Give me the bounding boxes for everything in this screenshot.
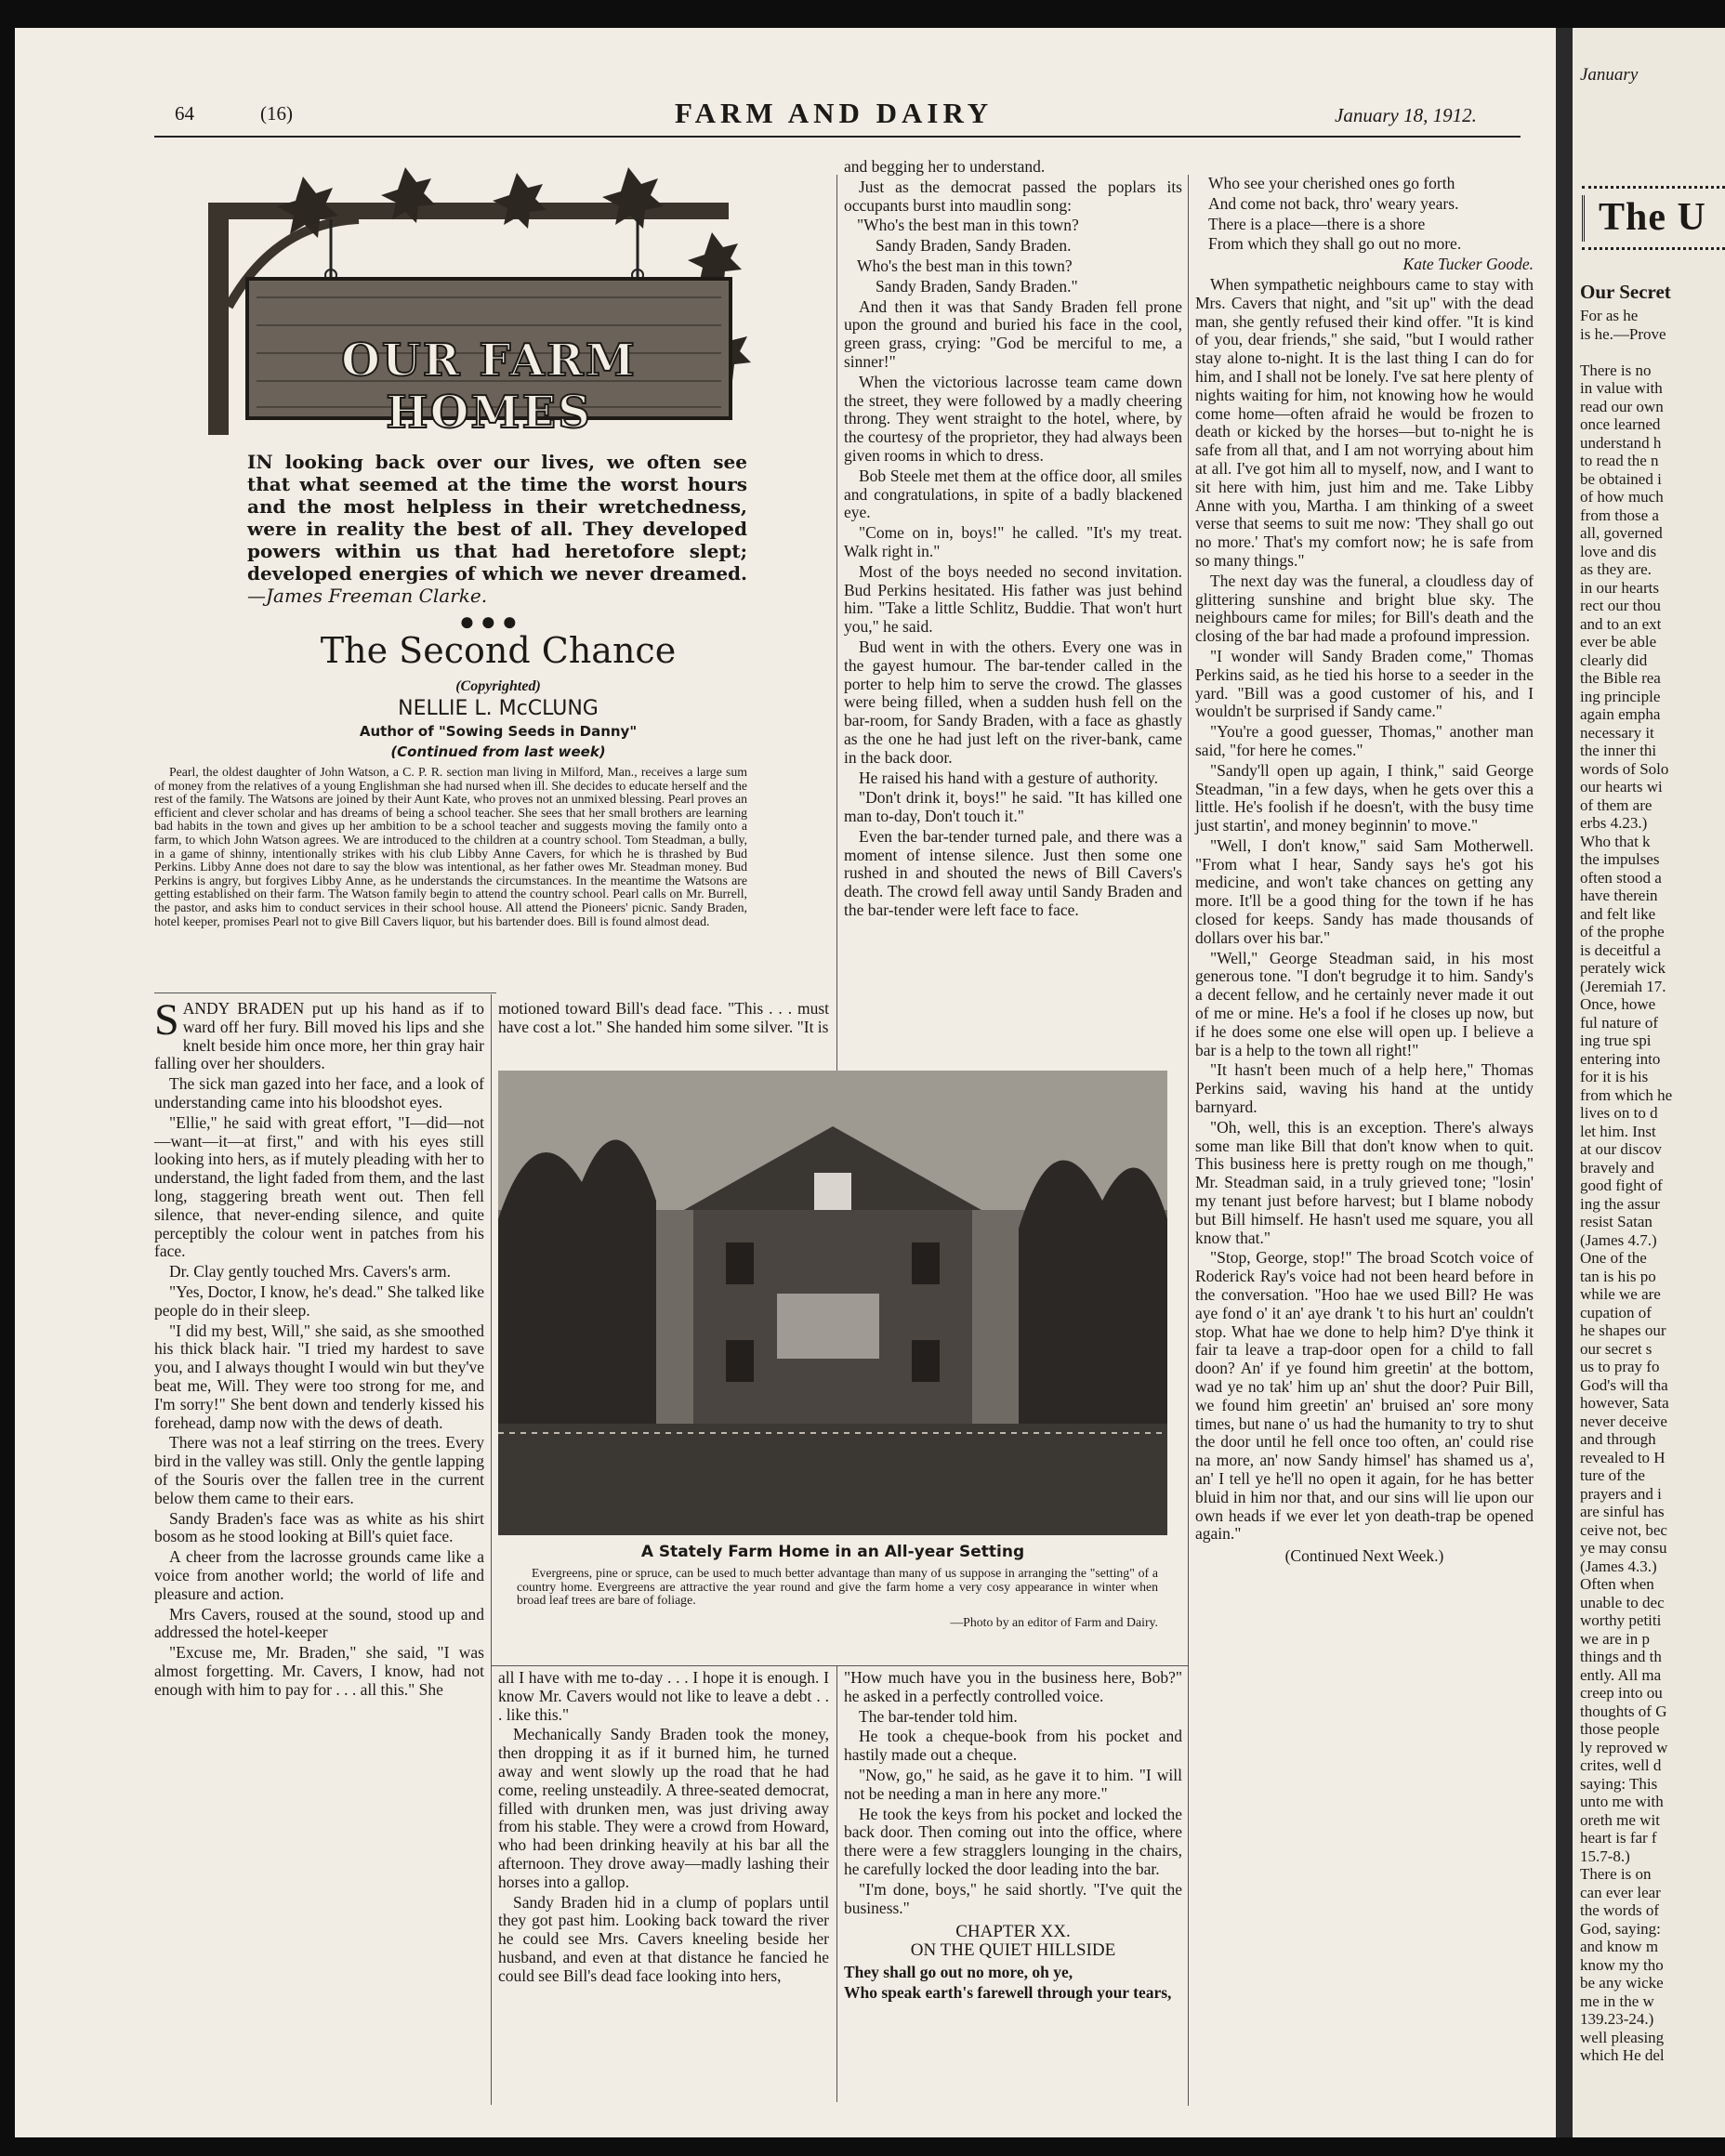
facing-page-line: ently. All ma — [1580, 1665, 1662, 1684]
facing-page-heading: The U — [1599, 196, 1706, 239]
facing-page-line: from those a — [1580, 506, 1659, 524]
col2-paragraph: Mechanically Sandy Braden took the money, then dropping it as if it burned him, he turned away and went slowly up the road that he had come, reeling unsteadily. A three-seated democrat, filled with drunken men, was just driving away from his stable. They were a crowd from Howard, who had been drinking heavily at his bar all the afternoon. They drove away—madly lashing their horses into a gallop. — [498, 1725, 829, 1891]
farm-home-photo — [498, 1071, 1167, 1535]
facing-page-line: the inner thi — [1580, 742, 1657, 759]
column-1 — [154, 995, 484, 1701]
facing-page-line: saying: This — [1580, 1774, 1658, 1793]
facing-page-line: ful nature of — [1580, 1013, 1659, 1032]
photo-description: Evergreens, pine or spruce, can be used to much better advantage than many of us suppose in arranging the "setting" of a country home. Evergreens are attractive the year round and give the farm home a very cosy appearance in winter when broad leaf trees are bare of foliage. — [517, 1566, 1158, 1608]
facing-page-line: understand h — [1580, 433, 1662, 452]
facing-page-line: while we are — [1580, 1285, 1661, 1303]
facing-page-line: unable to dec — [1580, 1593, 1665, 1611]
facing-page-line: the Bible rea — [1580, 669, 1661, 687]
col4-paragraph: "It hasn't been much of a help here," Thomas Perkins said, waving his hand at the untidy barnyard. — [1195, 1060, 1534, 1117]
facing-page-line: There is on — [1580, 1865, 1652, 1883]
column-4 — [1195, 175, 1534, 1568]
col3-paragraph: "Now, go," he said, as he gave it to him. "I will not be needing a man in here any more." — [844, 1765, 1182, 1803]
facing-page-line: (Jeremiah 17. — [1580, 977, 1666, 995]
poem-signature: Kate Tucker Goode. — [1402, 255, 1534, 274]
col3-paragraph: and begging her to understand. — [844, 157, 1046, 176]
col1-paragraph: Dr. Clay gently touched Mrs. Cavers's arm. — [169, 1262, 452, 1282]
facing-page-line: of how much — [1580, 488, 1664, 506]
facing-page-line: he shapes our — [1580, 1321, 1666, 1339]
facing-page-line: have therein — [1580, 887, 1658, 904]
facing-page-line: our secret s — [1580, 1339, 1653, 1358]
column-2-top — [498, 1000, 829, 1039]
col4-paragraph: The next day was the funeral, a cloudless day of glittering sunshine and bright blue sky. The neighbours came for miles; for Bill's death and the closing of the bar had made a profound impression. — [1195, 571, 1534, 646]
facing-page-line: entering into — [1580, 1049, 1661, 1068]
poem-line: There is a place—there is a shore — [1208, 214, 1426, 233]
facing-page-line: prayers and i — [1580, 1484, 1662, 1503]
facing-page-heading-border-bottom — [1582, 247, 1725, 256]
facing-page-line: There is no — [1580, 361, 1652, 379]
photo-credit: —Photo by an editor of Farm and Dairy. — [950, 1615, 1158, 1629]
banner-sign-text: OUR FARM HOMES — [341, 335, 637, 439]
decorative-bullets: ●●● — [459, 608, 523, 637]
facing-page-line: clearly did — [1580, 651, 1648, 669]
facing-page-line: and to an ext — [1580, 614, 1662, 633]
facing-page-line: in value with — [1580, 379, 1663, 397]
col4-paragraph: "Oh, well, this is an exception. There's always some man like Bill that don't know when to quit. This business here is pretty rough on me though," Mr. Steadman said, in a truly grieved tone; "losin' my tenant just before harvest; but I blame nobody but Bill himself. He hasn't used me square, you all know that." — [1195, 1117, 1534, 1247]
column-rule-3 — [1188, 175, 1189, 2106]
col2-paragraph: all I have with me to-day . . . I hope it is enough. I know Mr. Cavers would not like to leave a debt . . . like this." — [498, 1668, 829, 1724]
col4-paragraph: When sympathetic neighbours came to stay with Mrs. Cavers that night, and "sit up" with the dead man, she gently refused their kind offer. "It is kind of you, dear friends," she said, "but I would rather stay alone to-night. It is the last thing I can do for him, and I shall not be lonely. I've sat here plenty of nights waiting for him, not knowing how he would come home—often afraid he would be frozen to death or kicked by the horses—but to-night he is safe from all that, and I am not worrying about him at all. I've got him all to myself, now, and I want to sit here with him, just him and me. Take Libby Anne with you, Martha. I am thinking of a sweet verse that seems to suit me now: 'They shall go out no more.' That's my comfort now; he is safe from so many things." — [1195, 274, 1534, 570]
song-line: Who's the best man in this town? — [857, 256, 1073, 275]
drop-cap: S — [154, 995, 179, 1045]
facing-page-line: know my tho — [1580, 1955, 1664, 1974]
photo-bottom-rule — [491, 1665, 1188, 1666]
epigraph-quote — [247, 451, 747, 607]
facing-page-line: things and th — [1580, 1648, 1662, 1665]
col1-paragraph: There was not a leaf stirring on the trees. Every bird in the valley was still. Only the gentle lapping of the Souris over the fallen tree in the current below them came to their ears. — [154, 1433, 484, 1507]
facing-page-line: the impulses — [1580, 850, 1660, 868]
facing-page-line: once learned — [1580, 415, 1661, 433]
facing-page-line: unto me with — [1580, 1793, 1664, 1810]
facing-page-line: and felt like — [1580, 904, 1656, 923]
epigraph-attribution: —James Freeman Clarke. — [247, 585, 488, 607]
continued-note: (Continued from last week) — [390, 743, 606, 760]
facing-page-text — [1580, 307, 1725, 2065]
facing-page-line: often stood a — [1580, 868, 1662, 887]
facing-page-line: ing principle — [1580, 687, 1661, 705]
column-2-bottom — [498, 1669, 829, 1988]
col1-paragraph: "Ellie," he said with great effort, "I—did—not—want—it—at first," and with his eyes still looking into hers, as if mutely pleading with her to understand, the light faded from them, and the last long, staggering breath went out. Then fell silence, that never-ending silence, and quite perceptibly the colour went in patches from his face. — [154, 1112, 484, 1261]
col3-paragraph: "Come on in, boys!" he called. "It's my treat. Walk right in." — [844, 523, 1182, 560]
facing-page-line: the words of — [1580, 1901, 1659, 1919]
col1-first-text: ANDY BRADEN put up his hand as if to ward off her fury. Bill moved his lips and she knelt beside him once more, her thin gray hair falling over her shoulders. — [154, 999, 484, 1073]
facing-page-line: be any wicke — [1580, 1974, 1664, 1992]
col3-paragraph: "How much have you in the business here, Bob?" he asked in a perfectly controlled voice. — [844, 1668, 1182, 1705]
col3-paragraph: Just as the democrat passed the poplars its occupants burst into maudlin song: — [844, 177, 1182, 215]
facing-page-line: me in the w — [1580, 1992, 1654, 2010]
col3-paragraph: The bar-tender told him. — [859, 1706, 1018, 1726]
col3-paragraph: When the victorious lacrosse team came down the street, they were followed by a madly cheering throng. They went straight to the hotel, where, by the courtesy of the proprietor, they had always been given rooms in which to dress. — [844, 372, 1182, 465]
facing-page-line: in our hearts — [1580, 578, 1659, 597]
chapter-number: CHAPTER XX. — [955, 1922, 1071, 1942]
facing-page-line: love and dis — [1580, 542, 1657, 560]
poem-line: Who see your cherished ones go forth — [1208, 174, 1455, 192]
col4-paragraph: "Well, I don't know," said Sam Motherwell. "From what I hear, Sandy says he's got his medicine, and won't take chances on getting any more. It'll be a good thing for the town if he has closed for keeps. Sandy has made thousands of dollars over his bar." — [1195, 835, 1534, 947]
facing-page-line: words of Solo — [1580, 759, 1669, 778]
facing-page-line: are sinful has — [1580, 1503, 1665, 1520]
facing-page-line: rect our thou — [1580, 597, 1661, 614]
facing-page-line: ly reproved w — [1580, 1738, 1668, 1756]
issue-date: January 18, 1912. — [1335, 104, 1477, 126]
column-3-top — [844, 158, 1182, 922]
facing-page-line: 15.7-8.) — [1580, 1847, 1630, 1865]
col3-paragraph: Most of the boys needed no second invitation. Bud Perkins hesitated. His father was just behind him. "Take a little Schlitz, Buddie. That won't hurt you," he said. — [844, 561, 1182, 637]
facing-page-line: 139.23-24.) — [1580, 2010, 1654, 2028]
col1-paragraph: "Yes, Doctor, I know, he's dead." She talked like people do in their sleep. — [154, 1282, 484, 1320]
author-credit: Author of "Sowing Seeds in Danny" — [359, 723, 638, 740]
facing-page-line: (James 4.7.) — [1580, 1230, 1657, 1249]
header-rule — [154, 136, 1521, 138]
facing-page-line: again empha — [1580, 705, 1661, 723]
facing-page-line: at our discov — [1580, 1140, 1662, 1158]
col4-paragraph: "Stop, George, stop!" The broad Scotch voice of Roderick Ray's voice had not been heard before in the conversation. "Hoo hae we used Bill? He was aye fond o' it an' aye drank 't to his hurt an' couldn't stop. What hae we done to help him? D'ye think it fair ta leave a trap-door open for a child to fall doon? An' if ye found him greetin' at the bottom, wad ye no tak' him up an' shut the door? Puir Bill, we found him greetin' an' bruised an' sore mony times, but nane o' us had the humanity to try to shut the door until he fell once too often, an' could rise na more, an' now Sandy himsel' has shamed us a', an' I tell ye he'll no open it again, for he has better bluid in him nor that, and our sins will lie upon our own heads if we ever let yon death-trap be opened again." — [1195, 1248, 1534, 1544]
col1-paragraph: Mrs Cavers, roused at the sound, stood up and addressed the hotel-keeper — [154, 1604, 484, 1642]
facing-page-line: necessary it — [1580, 723, 1654, 742]
facing-page-line: Once, howe — [1580, 995, 1656, 1013]
facing-page-line: can ever lear — [1580, 1883, 1661, 1901]
facing-page-line: ye may consu — [1580, 1539, 1667, 1557]
facing-page-line: cupation of — [1580, 1303, 1652, 1321]
facing-page-line: let him. Inst — [1580, 1122, 1656, 1140]
column-rule-1 — [491, 994, 492, 2105]
facing-page-line: of the prophe — [1580, 923, 1665, 940]
facing-page-line: for it is his — [1580, 1068, 1649, 1085]
facing-page — [1573, 28, 1725, 2137]
facing-page-line: we are in p — [1580, 1629, 1651, 1648]
facing-page-line — [1580, 343, 1725, 362]
col1-paragraph: "Excuse me, Mr. Braden," she said, "I was almost forgetting. Mr. Cavers, I know, had not enough with him to pay for . . . all this." She — [154, 1643, 484, 1699]
facing-page-line: and know m — [1580, 1938, 1659, 1955]
col3-paragraph: He took a cheque-book from his pocket and hastily made out a cheque. — [844, 1727, 1182, 1765]
copyright-note: (Copyrighted) — [455, 678, 541, 694]
page-gutter — [1556, 28, 1573, 2137]
col3-paragraph: Even the bar-tender turned pale, and there was a moment of intense silence. Just then some one rushed in and shouted the news of Bill Cavers's death. The crowd fell away until Sandy Braden and the bar-tender were left face to face. — [844, 826, 1182, 920]
col3-paragraph: "I'm done, boys," he said shortly. "I've quit the business." — [844, 1879, 1182, 1917]
facing-page-line: is deceitful a — [1580, 940, 1661, 959]
facing-page-line: ever be able — [1580, 633, 1657, 651]
epigraph-text: IN looking back over our lives, we often see that what seemed at the time the worst hours and the most helpless in their wretchedness, were in reality the best of all. They developed powers within us that had heretofore slept; developed energies of which we never dreamed. — [247, 451, 747, 585]
facing-page-line: creep into ou — [1580, 1684, 1663, 1702]
facing-page-line: erbs 4.23.) — [1580, 814, 1648, 832]
facing-page-line: lives on to d — [1580, 1104, 1658, 1122]
facing-page-line: which He del — [1580, 2046, 1665, 2064]
house-photo-illustration — [498, 1071, 1167, 1535]
facing-page-line: ceive not, bec — [1580, 1520, 1667, 1539]
facing-page-line: God, saying: — [1580, 1919, 1661, 1938]
col2-paragraph: motioned toward Bill's dead face. "This . . . must have cost a lot." She handed him some silver. "It is — [498, 999, 829, 1036]
story-synopsis: Pearl, the oldest daughter of John Watson, a C. P. R. section man living in Milford, Man., receives a large sum of money from the relatives of a young Englishman she had nursed when ill. She decides to educate herself and the rest of the family. The Watsons are joined by their Aunt Kate, who proves not an unmixed blessing. Pearl proves an efficient and clever scholar and has dreams of being a school teacher. She sees that her small brothers are learning bad habits in the town and gives up her ambition to be a school teacher and suggests moving the family onto a farm, to which John Watson agrees. We are introduced to the children at a country school. Tom Steadman, a bully, in a game of shinny, intentionally strikes with his club Libby Anne Cavers, for which he is thrashed by Bud Perkins. Libby Anne does not dare to say the blow was intentional, as her father owes Mr. Steadman money. Bud Perkins is angry, but forgives Libby Anne, as he understands the circumstances. In the meantime the Watsons are getting established on their farm. The Watson family begin to attend the country school. Pearl calls on Mr. Burrell, the pastor, and asks him to conduct services in their school house. All attend the Pioneers' picnic. Sandy Braden, hotel keeper, promises Pearl not to give Bill Cavers liquor, but his bartender does. Bill is found almost dead. — [154, 765, 747, 928]
facing-page-line: of them are — [1580, 795, 1653, 814]
col3-paragraph: He took the keys from his pocket and locked the back door. Then coming out into the office, where there were a few stragglers lounging in the chairs, he carefully locked the door leading into the bar. — [844, 1804, 1182, 1878]
facing-page-line: all, governed — [1580, 524, 1663, 542]
story-title: The Second Chance — [320, 630, 677, 671]
facing-page-line: however, Sata — [1580, 1394, 1669, 1412]
col3-paragraph: Bob Steele met them at the office door, all smiles and congratulations, in spite of a badly blackened eye. — [844, 466, 1182, 522]
facing-page-line: Often when — [1580, 1575, 1654, 1593]
facing-page-line: ing the assur — [1580, 1194, 1660, 1213]
facing-page-line: For as he — [1580, 307, 1639, 324]
col3-paragraph: "Don't drink it, boys!" he said. "It has killed one man to-day, Don't touch it." — [844, 788, 1182, 826]
facing-page-line: to read the n — [1580, 452, 1659, 469]
column-3-bottom — [844, 1669, 1182, 2005]
facing-page-line: ing true spi — [1580, 1032, 1652, 1049]
facing-page-line: revealed to H — [1580, 1448, 1666, 1466]
facing-page-line: (James 4.3.) — [1580, 1557, 1657, 1575]
col3-paragraph: And then it was that Sandy Braden fell prone upon the ground and buried his face in the cool, green grass, crying: "God be merciful to me, a sinner!" — [844, 296, 1182, 371]
chapter-title: ON THE QUIET HILLSIDE — [910, 1940, 1116, 1961]
song-line: Sandy Braden, Sandy Braden. — [876, 236, 1072, 256]
story-author: NELLIE L. McCLUNG — [398, 697, 599, 720]
col1-paragraph: The sick man gazed into her face, and a look of understanding came into his bloodshot eyes. — [154, 1074, 484, 1111]
facing-page-line: God's will tha — [1580, 1375, 1668, 1394]
col1-paragraph: "I did my best, Will," she said, as she smoothed his thick black hair. "I tried my hardest to save you, and I always thought I would win but they've beat me, Will. They were too strong for me, and I'm sorry!" She bent down and tenderly kissed his forehead, damp now with the dews of death. — [154, 1321, 484, 1432]
facing-page-line: those people — [1580, 1720, 1660, 1738]
chapter-verse-line: They shall go out no more, oh ye, — [844, 1962, 1073, 1981]
facing-page-line: never deceive — [1580, 1412, 1667, 1430]
facing-page-line: well pleasing — [1580, 2028, 1665, 2046]
facing-page-line: good fight of — [1580, 1177, 1663, 1194]
facing-page-line: oreth me wit — [1580, 1810, 1660, 1829]
facing-page-line: resist Satan — [1580, 1213, 1653, 1230]
col4-paragraph: "Sandy'll open up again, I think," said George Steadman, "in a few days, when he gets over this a little. He's foolish if he doesn't, with the busy time just startin', and money beginnin' to move." — [1195, 760, 1534, 835]
song-line: "Who's the best man in this town? — [857, 216, 1079, 235]
photo-caption: A Stately Farm Home in an All-year Setting — [640, 1543, 1025, 1561]
facing-page-line: thoughts of G — [1580, 1702, 1667, 1720]
facing-page-line: crites, well d — [1580, 1756, 1662, 1774]
facing-page-line: perately wick — [1580, 959, 1666, 977]
song-line: Sandy Braden, Sandy Braden." — [876, 276, 1078, 296]
facing-page-line: worthy petiti — [1580, 1611, 1662, 1629]
facing-page-line: us to pray fo — [1580, 1358, 1660, 1375]
facing-page-heading-border — [1582, 186, 1725, 194]
facing-page-line: One of the — [1580, 1249, 1647, 1267]
facing-page-running-head: January — [1580, 65, 1639, 85]
facing-page-line: as they are. — [1580, 560, 1652, 578]
facing-page-subheading: Our Secret — [1580, 281, 1671, 303]
continued-next-week: (Continued Next Week.) — [1284, 1546, 1444, 1566]
section-number: (16) — [260, 102, 293, 125]
facing-page-line: heart is far f — [1580, 1829, 1657, 1847]
col4-paragraph: "I wonder will Sandy Braden come," Thomas Perkins said, as he tied his horse to a seeder in the yard. "Bill was a good customer of his, and I wouldn't be surprised if Sandy came." — [1195, 646, 1534, 721]
col4-paragraph: "You're a good guesser, Thomas," another man said, "for here he comes." — [1195, 722, 1534, 759]
facing-page-line: ture of the — [1580, 1466, 1645, 1484]
col1-paragraph: A cheer from the lacrosse grounds came like a voice from another world; the world of life and pleasure and action. — [154, 1547, 484, 1603]
page-number: 64 — [175, 102, 194, 125]
facing-page-line: read our own — [1580, 397, 1664, 415]
facing-page-line: bravely and — [1580, 1158, 1654, 1177]
facing-page-line: is he.—Prove — [1580, 324, 1666, 343]
column-rule-2b — [836, 1665, 837, 2102]
col1-first-paragraph — [154, 995, 484, 1073]
facing-page-line: our hearts wi — [1580, 778, 1663, 795]
newspaper-page — [15, 28, 1556, 2137]
col1-paragraph: Sandy Braden's face was as white as his shirt bosom as he stood looking at Bill's quiet face. — [154, 1508, 484, 1546]
facing-page-line: be obtained i — [1580, 469, 1662, 488]
facing-page-line: Who that k — [1580, 832, 1651, 850]
col3-paragraph: Bud went in with the others. Every one was in the gayest humour. The bar-tender called in the porter to help him to serve the crowd. The glasses were being filled, when a sudden hush fell on the bar-room, for Sandy Braden, with a face as ghastly as the one he had just left on the river-bank, came in the back door. — [844, 637, 1182, 767]
chapter-verse-line: Who speak earth's farewell through your tears, — [844, 1982, 1172, 2002]
facing-page-line: from which he — [1580, 1085, 1673, 1104]
col3-paragraph: He raised his hand with a gesture of authority. — [859, 768, 1159, 787]
col4-paragraph: "Well," George Steadman said, in his most generous tone. "I don't begrudge it to him. Sandy's a decent fellow, and he certainly never made it out of me or mine. He's a fool if he closes up now, but if he does some one else will open up. I believe a bar is a help to the town all right!" — [1195, 948, 1534, 1059]
facing-page-line: and through — [1580, 1430, 1656, 1448]
poem-line: From which they shall go out no more. — [1208, 234, 1462, 254]
col2-paragraph: Sandy Braden hid in a clump of poplars until they got past him. Looking back toward the river he could see Mrs. Cavers kneeling beside her husband, and even at that distance he fancied he could see Bill's dead face looking into hers, — [498, 1892, 829, 1985]
poem-line: And come not back, thro' weary years. — [1208, 193, 1459, 213]
facing-page-line: tan is his po — [1580, 1267, 1656, 1285]
publication-title: FARM AND DAIRY — [675, 97, 994, 129]
